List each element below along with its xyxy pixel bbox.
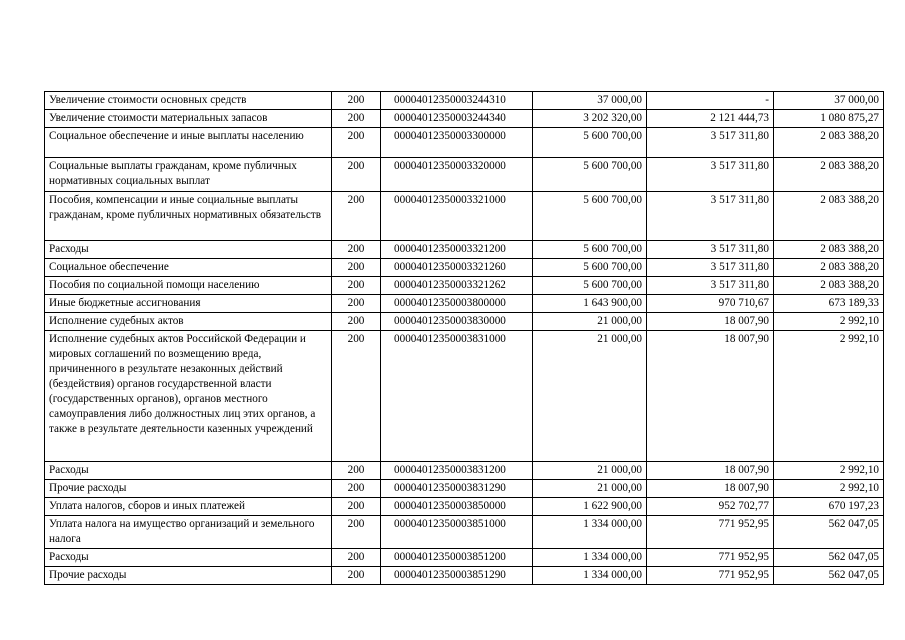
row-classification-code-cell: 00004012350003321262 (381, 277, 533, 295)
row-remaining-amount-cell: 2 992,10 (774, 462, 884, 480)
row-line-code-cell: 200 (332, 192, 381, 241)
row-approved-amount-cell: 5 600 700,00 (533, 128, 647, 158)
row-classification-code-cell: 00004012350003321260 (381, 259, 533, 277)
row-executed-amount-cell: 3 517 311,80 (647, 192, 774, 241)
row-approved-amount-cell: 37 000,00 (533, 92, 647, 110)
row-line-code-cell: 200 (332, 498, 381, 516)
row-name-cell: Расходы (45, 549, 332, 567)
row-approved-amount-cell: 3 202 320,00 (533, 110, 647, 128)
row-classification-code-cell: 00004012350003321000 (381, 192, 533, 241)
row-executed-amount-cell: 3 517 311,80 (647, 241, 774, 259)
table-body (45, 92, 884, 585)
row-name-cell: Прочие расходы (45, 480, 332, 498)
row-name-cell: Социальное обеспечение и иные выплаты населению (45, 128, 332, 158)
row-line-code-cell: 200 (332, 92, 381, 110)
row-approved-amount-cell: 1 334 000,00 (533, 516, 647, 549)
row-name-cell: Исполнение судебных актов (45, 313, 332, 331)
row-approved-amount-cell: 21 000,00 (533, 331, 647, 462)
row-approved-amount-cell: 1 334 000,00 (533, 549, 647, 567)
table-row (45, 480, 884, 498)
row-name-cell: Увеличение стоимости материальных запасов (45, 110, 332, 128)
table-row (45, 498, 884, 516)
row-executed-amount-cell: 18 007,90 (647, 480, 774, 498)
row-line-code-cell: 200 (332, 549, 381, 567)
row-executed-amount-cell: 3 517 311,80 (647, 158, 774, 192)
row-approved-amount-cell: 1 643 900,00 (533, 295, 647, 313)
row-line-code-cell: 200 (332, 158, 381, 192)
table-row (45, 295, 884, 313)
row-name-cell: Социальные выплаты гражданам, кроме публичных нормативных социальных выплат (45, 158, 332, 192)
row-classification-code-cell: 00004012350003831000 (381, 331, 533, 462)
row-classification-code-cell: 00004012350003321200 (381, 241, 533, 259)
row-line-code-cell: 200 (332, 313, 381, 331)
row-line-code-cell: 200 (332, 516, 381, 549)
row-executed-amount-cell: 18 007,90 (647, 331, 774, 462)
table-row (45, 313, 884, 331)
row-name-cell: Исполнение судебных актов Российской Федерации и мировых соглашений по возмещению вреда, причиненного в результате незаконных действий (бездействия) органов государственной власти (государственных органов), органов местного самоуправления либо должностных лиц этих органов, а также в результате деятельности казенных учреждений (45, 331, 332, 462)
row-classification-code-cell: 00004012350003851290 (381, 567, 533, 585)
table-row (45, 110, 884, 128)
row-remaining-amount-cell: 562 047,05 (774, 516, 884, 549)
row-remaining-amount-cell: 2 083 388,20 (774, 158, 884, 192)
row-remaining-amount-cell: 2 083 388,20 (774, 128, 884, 158)
row-classification-code-cell: 00004012350003244340 (381, 110, 533, 128)
table-row (45, 92, 884, 110)
row-line-code-cell: 200 (332, 462, 381, 480)
budget-execution-table (44, 91, 884, 585)
row-name-cell: Расходы (45, 462, 332, 480)
row-approved-amount-cell: 21 000,00 (533, 462, 647, 480)
row-remaining-amount-cell: 37 000,00 (774, 92, 884, 110)
table-row (45, 277, 884, 295)
row-classification-code-cell: 00004012350003830000 (381, 313, 533, 331)
table-row (45, 516, 884, 549)
row-remaining-amount-cell: 2 083 388,20 (774, 241, 884, 259)
row-executed-amount-cell: 771 952,95 (647, 516, 774, 549)
row-name-cell: Уплата налога на имущество организаций и земельного налога (45, 516, 332, 549)
row-line-code-cell: 200 (332, 128, 381, 158)
row-line-code-cell: 200 (332, 480, 381, 498)
row-line-code-cell: 200 (332, 110, 381, 128)
row-name-cell: Увеличение стоимости основных средств (45, 92, 332, 110)
row-executed-amount-cell: 2 121 444,73 (647, 110, 774, 128)
table-row (45, 549, 884, 567)
row-remaining-amount-cell: 2 083 388,20 (774, 192, 884, 241)
row-remaining-amount-cell: 1 080 875,27 (774, 110, 884, 128)
row-remaining-amount-cell: 2 083 388,20 (774, 259, 884, 277)
row-approved-amount-cell: 1 334 000,00 (533, 567, 647, 585)
row-classification-code-cell: 00004012350003800000 (381, 295, 533, 313)
row-remaining-amount-cell: 673 189,33 (774, 295, 884, 313)
row-approved-amount-cell: 5 600 700,00 (533, 158, 647, 192)
row-classification-code-cell: 00004012350003851000 (381, 516, 533, 549)
row-remaining-amount-cell: 2 992,10 (774, 331, 884, 462)
row-classification-code-cell: 00004012350003831290 (381, 480, 533, 498)
row-executed-amount-cell: - (647, 92, 774, 110)
table-row (45, 158, 884, 192)
row-name-cell: Пособия по социальной помощи населению (45, 277, 332, 295)
row-name-cell: Иные бюджетные ассигнования (45, 295, 332, 313)
row-classification-code-cell: 00004012350003850000 (381, 498, 533, 516)
row-executed-amount-cell: 18 007,90 (647, 462, 774, 480)
row-name-cell: Уплата налогов, сборов и иных платежей (45, 498, 332, 516)
row-approved-amount-cell: 5 600 700,00 (533, 241, 647, 259)
row-executed-amount-cell: 970 710,67 (647, 295, 774, 313)
row-approved-amount-cell: 5 600 700,00 (533, 192, 647, 241)
table-row (45, 241, 884, 259)
table-row (45, 462, 884, 480)
row-classification-code-cell: 00004012350003244310 (381, 92, 533, 110)
table-row (45, 259, 884, 277)
row-executed-amount-cell: 18 007,90 (647, 313, 774, 331)
row-remaining-amount-cell: 2 992,10 (774, 313, 884, 331)
row-classification-code-cell: 00004012350003831200 (381, 462, 533, 480)
row-executed-amount-cell: 771 952,95 (647, 567, 774, 585)
row-remaining-amount-cell: 562 047,05 (774, 549, 884, 567)
row-approved-amount-cell: 5 600 700,00 (533, 277, 647, 295)
row-line-code-cell: 200 (332, 567, 381, 585)
row-executed-amount-cell: 3 517 311,80 (647, 128, 774, 158)
row-executed-amount-cell: 952 702,77 (647, 498, 774, 516)
row-name-cell: Прочие расходы (45, 567, 332, 585)
row-approved-amount-cell: 1 622 900,00 (533, 498, 647, 516)
table-row (45, 331, 884, 462)
row-remaining-amount-cell: 670 197,23 (774, 498, 884, 516)
row-remaining-amount-cell: 562 047,05 (774, 567, 884, 585)
row-line-code-cell: 200 (332, 259, 381, 277)
row-classification-code-cell: 00004012350003320000 (381, 158, 533, 192)
table-row (45, 128, 884, 158)
row-line-code-cell: 200 (332, 331, 381, 462)
row-approved-amount-cell: 5 600 700,00 (533, 259, 647, 277)
row-remaining-amount-cell: 2 992,10 (774, 480, 884, 498)
row-line-code-cell: 200 (332, 295, 381, 313)
row-executed-amount-cell: 3 517 311,80 (647, 277, 774, 295)
table-row (45, 567, 884, 585)
row-approved-amount-cell: 21 000,00 (533, 313, 647, 331)
row-approved-amount-cell: 21 000,00 (533, 480, 647, 498)
table-row (45, 192, 884, 241)
row-remaining-amount-cell: 2 083 388,20 (774, 277, 884, 295)
row-name-cell: Социальное обеспечение (45, 259, 332, 277)
row-line-code-cell: 200 (332, 241, 381, 259)
row-executed-amount-cell: 771 952,95 (647, 549, 774, 567)
row-classification-code-cell: 00004012350003851200 (381, 549, 533, 567)
row-executed-amount-cell: 3 517 311,80 (647, 259, 774, 277)
row-line-code-cell: 200 (332, 277, 381, 295)
row-name-cell: Пособия, компенсации и иные социальные выплаты гражданам, кроме публичных нормативных обязательств (45, 192, 332, 241)
row-name-cell: Расходы (45, 241, 332, 259)
row-classification-code-cell: 00004012350003300000 (381, 128, 533, 158)
